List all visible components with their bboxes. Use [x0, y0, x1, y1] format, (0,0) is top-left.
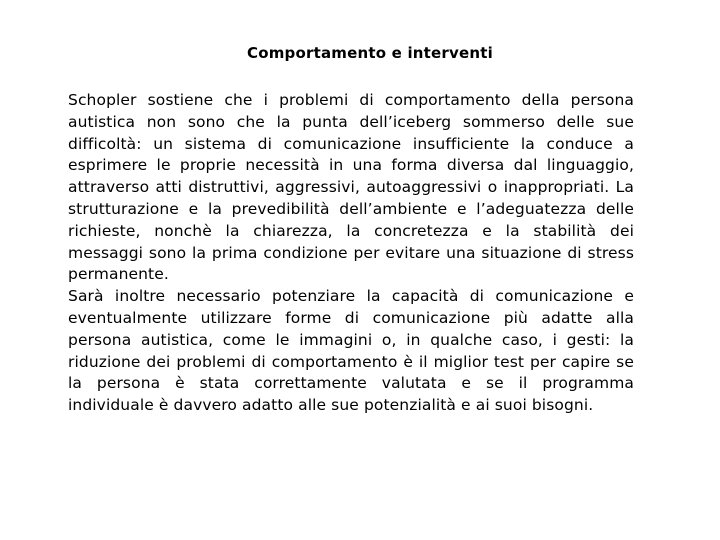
slide-title: Comportamento e interventi: [247, 44, 493, 62]
slide-body: [68, 90, 634, 417]
paragraph-communication: Sarà inoltre necessario potenziare la capacità di comunicazione e eventualmente utilizzare forme di comunicazione più adatte alla persona autistica, come le immagini o, in qualche caso, i gesti: la riduzione dei problemi di comportamento è il miglior test per capire se la persona è stata correttamente valutata e se il programma individuale è davvero adatto alle sue potenzialità e ai suoi bisogni.: [68, 287, 634, 415]
paragraph-behavior-problems: Schopler sostiene che i problemi di comportamento della persona autistica non sono che la punta dell’iceberg sommerso delle sue difficoltà: un sistema di comunicazione insufficiente la conduce a esprimere le proprie necessità in una forma diversa dal linguaggio, attraverso atti distruttivi, aggressivi, autoaggressivi o inappropriati. La strutturazione e la prevedibilità dell’ambiente e l’adeguatezza delle richieste, nonchè la chiarezza, la concretezza e la stabilità dei messaggi sono la prima condizione per evitare una situazione di stress permanente.: [68, 91, 634, 284]
